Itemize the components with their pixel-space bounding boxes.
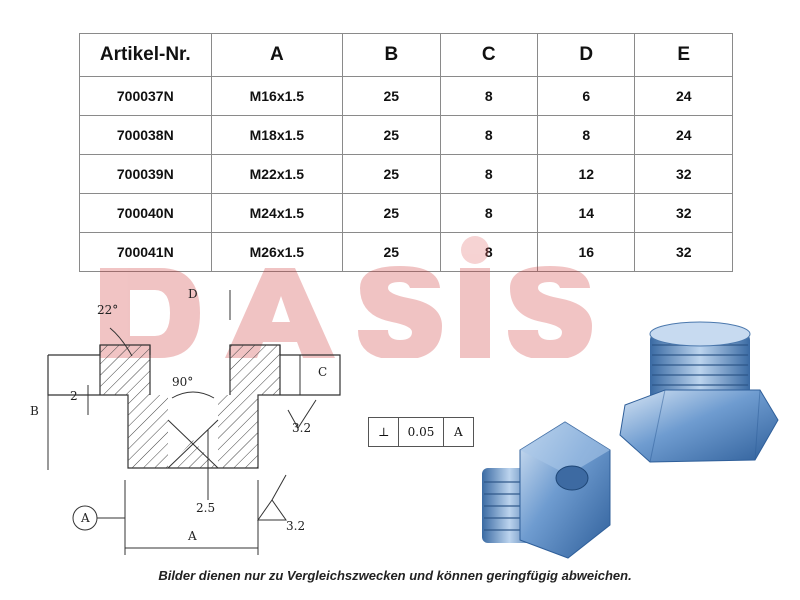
cell-c: 8 bbox=[440, 194, 537, 233]
cell-a: M26x1.5 bbox=[211, 233, 343, 272]
cell-e: 24 bbox=[635, 77, 733, 116]
cell-d: 14 bbox=[538, 194, 635, 233]
header-c: C bbox=[440, 34, 537, 77]
table-header-row bbox=[80, 34, 733, 77]
cell-artikel: 700038N bbox=[80, 116, 212, 155]
angle-label-top: 22° bbox=[97, 303, 119, 317]
cell-d: 8 bbox=[538, 116, 635, 155]
cell-artikel: 700041N bbox=[80, 233, 212, 272]
header-a: A bbox=[211, 34, 343, 77]
cell-a: M22x1.5 bbox=[211, 155, 343, 194]
cell-b: 25 bbox=[343, 233, 440, 272]
cell-a: M24x1.5 bbox=[211, 194, 343, 233]
table-row bbox=[80, 155, 733, 194]
table-row bbox=[80, 77, 733, 116]
cell-artikel: 700040N bbox=[80, 194, 212, 233]
spec-table bbox=[79, 33, 733, 272]
table-row bbox=[80, 194, 733, 233]
product-photo bbox=[460, 310, 790, 580]
cell-b: 25 bbox=[343, 194, 440, 233]
header-b: B bbox=[343, 34, 440, 77]
cell-b: 25 bbox=[343, 116, 440, 155]
header-artikel: Artikel-Nr. bbox=[80, 34, 212, 77]
table-row bbox=[80, 116, 733, 155]
datum-label: A bbox=[81, 511, 90, 525]
cell-e: 32 bbox=[635, 233, 733, 272]
cell-a: M18x1.5 bbox=[211, 116, 343, 155]
cell-a: M16x1.5 bbox=[211, 77, 343, 116]
disclaimer-text: Bilder dienen nur zu Vergleichszwecken und können geringfügig abweichen. bbox=[158, 568, 632, 583]
cell-e: 32 bbox=[635, 155, 733, 194]
dim-label-c: C bbox=[318, 365, 328, 379]
roughness-label-2: 3.2 bbox=[286, 519, 306, 533]
cell-d: 16 bbox=[538, 233, 635, 272]
cell-d: 12 bbox=[538, 155, 635, 194]
cell-c: 8 bbox=[440, 155, 537, 194]
cell-c: 8 bbox=[440, 77, 537, 116]
tolerance-datum: A bbox=[453, 425, 463, 439]
cell-d: 6 bbox=[538, 77, 635, 116]
cell-artikel: 700039N bbox=[80, 155, 212, 194]
roughness-label-1: 3.2 bbox=[292, 421, 312, 435]
geometric-tolerance-frame bbox=[368, 417, 474, 447]
dim-label-2-5: 2.5 bbox=[196, 501, 216, 515]
dim-label-2: 2 bbox=[70, 389, 78, 403]
cell-e: 24 bbox=[635, 116, 733, 155]
header-e: E bbox=[635, 34, 733, 77]
angle-label-center: 90° bbox=[172, 375, 194, 389]
cell-b: 25 bbox=[343, 77, 440, 116]
cell-c: 8 bbox=[440, 233, 537, 272]
cell-c: 8 bbox=[440, 116, 537, 155]
cell-artikel: 700037N bbox=[80, 77, 212, 116]
cell-e: 32 bbox=[635, 194, 733, 233]
cell-b: 25 bbox=[343, 155, 440, 194]
dim-label-b: B bbox=[30, 404, 39, 418]
table-row bbox=[80, 233, 733, 272]
dim-label-a: A bbox=[188, 529, 197, 543]
header-d: D bbox=[538, 34, 635, 77]
tolerance-value: 0.05 bbox=[399, 418, 443, 446]
perpendicularity-symbol: ⊥ bbox=[369, 418, 399, 446]
dim-label-d: D bbox=[188, 287, 198, 301]
